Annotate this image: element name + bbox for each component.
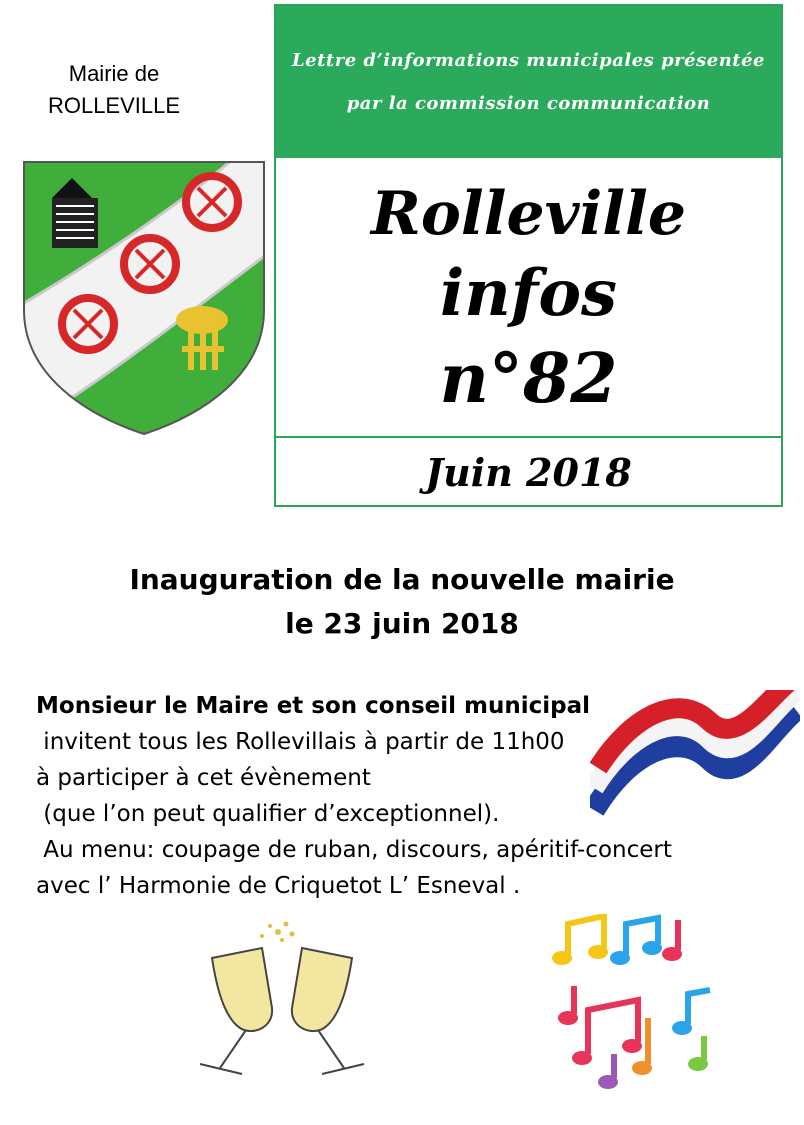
masthead-title	[276, 158, 781, 438]
issue-date: Juin 2018	[425, 450, 632, 495]
body-line2: invitent tous les Rollevillais à partir de 11h00	[36, 729, 565, 755]
body-line3: à participer à cet évènement	[36, 765, 371, 791]
champagne-glasses-image	[182, 918, 382, 1090]
headline-line1: Inauguration de la nouvelle mairie	[129, 563, 675, 596]
body-line6: avec l’ Harmonie de Criquetot L’ Esneval .	[36, 873, 521, 899]
tagline-line1: Lettre d’informations municipales présentée	[291, 50, 765, 71]
tagline-line2: par la commission communication	[346, 93, 711, 114]
tricolor-ribbon-image	[590, 690, 800, 820]
mairie-line1: Mairie de	[68, 61, 160, 86]
mairie-line2: ROLLEVILLE	[47, 93, 181, 118]
title-line2: infos	[439, 256, 618, 331]
coat-of-arms-image	[22, 160, 266, 436]
body-line4: (que l’on peut qualifier d’exceptionnel).	[36, 801, 500, 827]
masthead-tagline	[276, 6, 781, 158]
masthead	[274, 4, 783, 507]
mairie-label	[24, 58, 204, 122]
headline-line2: le 23 juin 2018	[285, 607, 519, 640]
issue-number: n°82	[439, 339, 618, 419]
headline	[0, 558, 804, 646]
body-line5: Au menu: coupage de ruban, discours, apéritif-concert	[36, 837, 672, 863]
music-notes-image	[548, 914, 718, 1094]
title-line1: Rolleville	[370, 179, 687, 249]
body-line1: Monsieur le Maire et son conseil municipal	[36, 693, 591, 719]
